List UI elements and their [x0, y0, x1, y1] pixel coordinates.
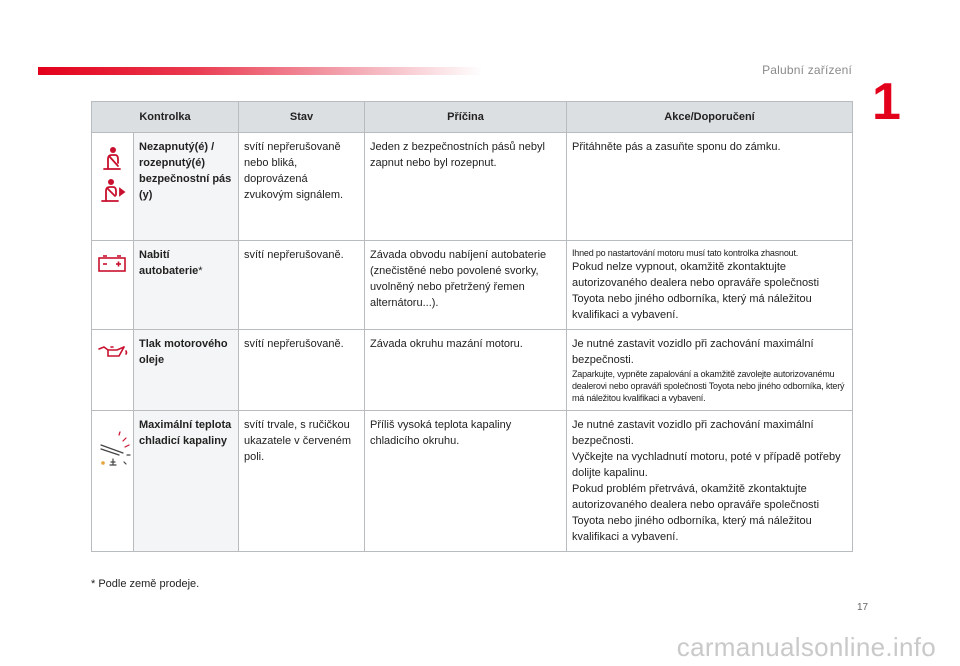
light-name-text: Nabití autobaterie [139, 249, 199, 277]
section-title: Palubní zařízení [762, 63, 852, 77]
action-text: Pokud nelze vypnout, okamžitě zkontaktujte autorizovaného dealera nebo opraváře společnosti Toyota nebo jiného odborníka, který má náležitou kvalifikaci a vybavení. [572, 261, 820, 321]
state-text: svítí nepřerušovaně. [239, 241, 365, 330]
light-name: Maximální teplota chladicí kapaliny [134, 411, 239, 552]
action-cell [567, 241, 853, 330]
warning-lights-table [91, 101, 853, 552]
seatbelt-icon [99, 145, 125, 171]
page-number: 17 [857, 602, 869, 613]
state-text: svítí nepřerušovaně nebo bliká, doprovázená zvukovým signálem. [239, 133, 365, 241]
footnote-marker: * [198, 265, 203, 277]
table-row [92, 133, 853, 241]
table-row [92, 411, 853, 552]
header-akce: Akce/Doporučení [567, 102, 853, 133]
watermark: carmanualsonline.info [676, 632, 936, 662]
table-header-row [92, 102, 853, 133]
action-text: Přitáhněte pás a zasuňte sponu do zámku. [567, 133, 853, 241]
coolant-temperature-icon [97, 423, 133, 471]
header-pricina: Příčina [365, 102, 567, 133]
action-cell [567, 411, 853, 552]
cause-text: Závada obvodu nabíjení autobaterie (znečistěné nebo povolené svorky, uvolněný nebo přetržený řemen alternátoru...). [365, 241, 567, 330]
icon-cell [92, 133, 134, 241]
light-name: Tlak motorového oleje [134, 330, 239, 411]
action-note: Zaparkujte, vypněte zapalování a okamžitě zavolejte autorizovanému dealerovi nebo opraváři společnosti Toyota nebo jiného odborníka, který má náležitou kvalifikaci a vybavení. [572, 369, 845, 403]
header-kontrolka: Kontrolka [92, 102, 239, 133]
cause-text: Jeden z bezpečnostních pásů nebyl zapnut nebo byl rozepnut. [365, 133, 567, 241]
action-text: Je nutné zastavit vozidlo při zachování maximální bezpečnosti. [572, 338, 814, 366]
header-accent-bar [38, 67, 483, 75]
footnote: * Podle země prodeje. [91, 578, 200, 590]
icon-cell [92, 241, 134, 330]
action-text: Je nutné zastavit vozidlo při zachování maximální bezpečnosti. [572, 419, 814, 447]
seatbelt-unfastened-icon [98, 177, 126, 203]
action-text: Pokud problém přetrvává, okamžitě zkontaktujte autorizovaného dealera nebo opraváře společnosti Toyota nebo jiného odborníka, který má náležitou kvalifikaci a vybavení. [572, 483, 820, 543]
cause-text: Příliš vysoká teplota kapaliny chladicího okruhu. [365, 411, 567, 552]
action-note: Ihned po nastartování motoru musí tato kontrolka zhasnout. [572, 248, 799, 258]
light-name: Nezapnutý(é) / rozepnutý(é) bezpečnostní pás (y) [134, 133, 239, 241]
icon-cell [92, 330, 134, 411]
action-text: Vyčkejte na vychladnutí motoru, poté v případě potřeby dolijte kapalinu. [572, 451, 841, 479]
chapter-number: 1 [872, 73, 901, 131]
action-cell [567, 330, 853, 411]
state-text: svítí trvale, s ručičkou ukazatele v červeném poli. [239, 411, 365, 552]
battery-icon [97, 253, 127, 273]
oil-can-icon [97, 342, 129, 360]
table-row [92, 330, 853, 411]
state-text: svítí nepřerušovaně. [239, 330, 365, 411]
icon-cell [92, 411, 134, 552]
header-stav: Stav [239, 102, 365, 133]
light-name [134, 241, 239, 330]
table-row [92, 241, 853, 330]
cause-text: Závada okruhu mazání motoru. [365, 330, 567, 411]
